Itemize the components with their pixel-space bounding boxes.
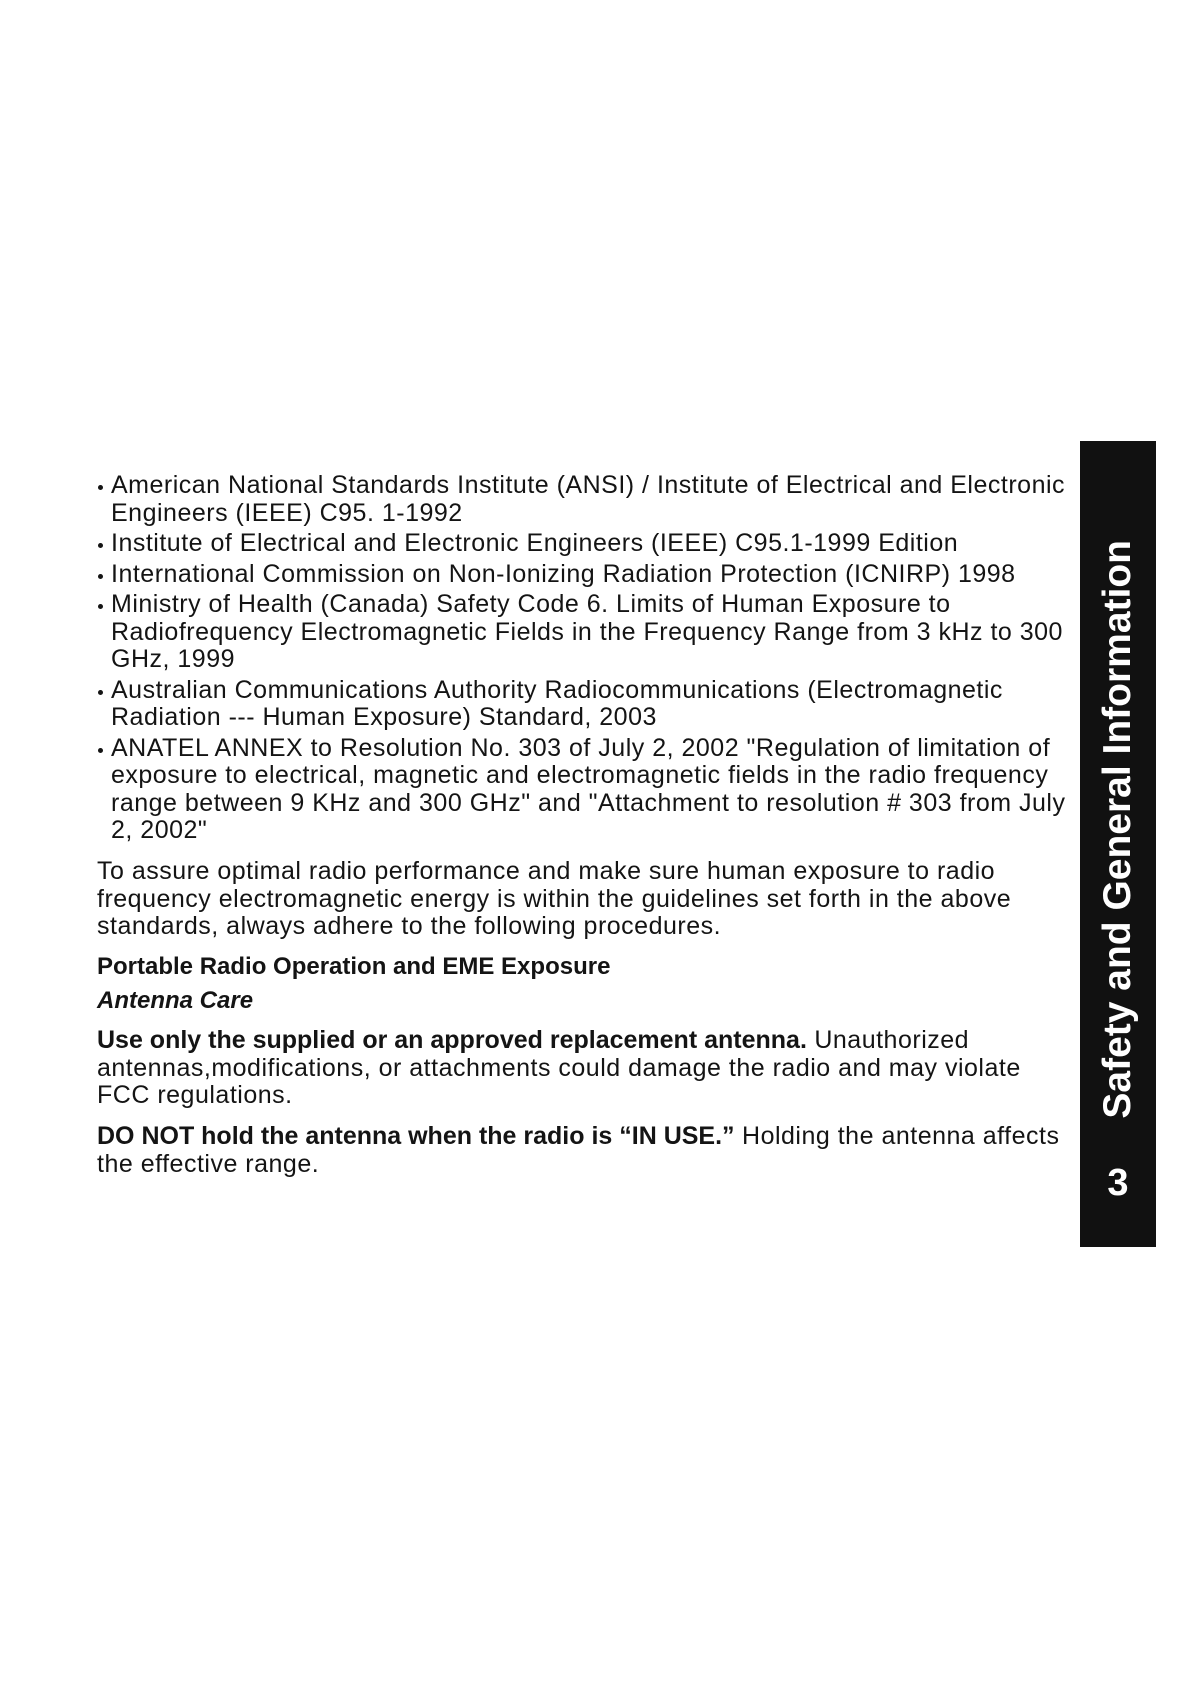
text-line: Institute of Electrical and Electronic Engineers (IEEE) C95.1-1999 Edition — [111, 529, 959, 557]
list-item — [97, 561, 1072, 589]
bullet-icon — [98, 748, 103, 753]
text-line: Radiofrequency Electromagnetic Fields in the Frequency Range from 3 kHz to 300 — [111, 617, 1063, 646]
intro-paragraph — [97, 858, 1072, 941]
text-line: To assure optimal radio performance and make sure human exposure to radio — [97, 857, 996, 885]
bold-lead-text: Use only the supplied or an approved replacement antenna. — [97, 1026, 807, 1054]
chapter-title: Safety and General Information — [1096, 539, 1139, 1119]
bullet-icon — [98, 543, 103, 548]
text-line: Australian Communications Authority Radiocommunications (Electromagnetic — [111, 675, 1003, 704]
section-heading: Portable Radio Operation and EME Exposure — [97, 953, 611, 980]
bullet-icon — [98, 574, 103, 579]
line-text: Holding the antenna affects — [742, 1122, 1060, 1150]
text-line: GHz, 1999 — [111, 645, 236, 673]
text-line: International Commission on Non-Ionizing Radiation Protection (ICNIRP) 1998 — [111, 559, 1016, 588]
chapter-title-wrap — [1080, 501, 1156, 1157]
list-item — [97, 677, 1072, 732]
antenna-paragraph — [97, 1027, 1072, 1110]
bullet-icon — [98, 604, 103, 609]
chapter-number: 3 — [1107, 1162, 1129, 1204]
list-item — [97, 735, 1072, 845]
text-line: ANATEL ANNEX to Resolution No. 303 of July 2, 2002 "Regulation of limitation of — [111, 733, 1051, 762]
bold-lead-text: DO NOT hold the antenna when the radio is “IN USE.” — [97, 1122, 735, 1150]
text-line — [97, 1123, 1072, 1151]
text-line — [97, 1027, 1072, 1055]
list-item — [97, 591, 1072, 674]
text-line: antennas,modifications, or attachments could damage the radio and may violate — [97, 1053, 1021, 1082]
bullet-icon — [98, 690, 103, 695]
text-line: exposure to electrical, magnetic and electromagnetic fields in the radio frequency — [111, 761, 1049, 789]
text-line: Ministry of Health (Canada) Safety Code 6. Limits of Human Exposure to — [111, 590, 951, 618]
text-line: Engineers (IEEE) C95. 1-1992 — [111, 498, 463, 527]
standards-list — [97, 472, 1072, 845]
text-line: standards, always adhere to the following procedures. — [97, 912, 722, 940]
document-body — [97, 472, 1072, 1178]
text-line: Radiation --- Human Exposure) Standard, 2003 — [111, 703, 657, 731]
text-line: FCC regulations. — [97, 1081, 293, 1109]
text-line: 2, 2002" — [111, 816, 208, 844]
subsection-heading: Antenna Care — [97, 987, 254, 1014]
text-line: frequency electromagnetic energy is within the guidelines set forth in the above — [97, 884, 1012, 913]
text-line: American National Standards Institute (ANSI) / Institute of Electrical and Electronic — [111, 471, 1066, 499]
text-line: range between 9 KHz and 300 GHz" and "Attachment to resolution # 303 from July — [111, 788, 1066, 817]
line-text: Unauthorized — [814, 1026, 970, 1054]
list-item — [97, 472, 1072, 527]
text-line: the effective range. — [97, 1149, 320, 1178]
bullet-icon — [98, 485, 103, 490]
hold-antenna-paragraph — [97, 1123, 1072, 1178]
list-item — [97, 530, 1072, 558]
chapter-tab — [1080, 441, 1156, 1247]
